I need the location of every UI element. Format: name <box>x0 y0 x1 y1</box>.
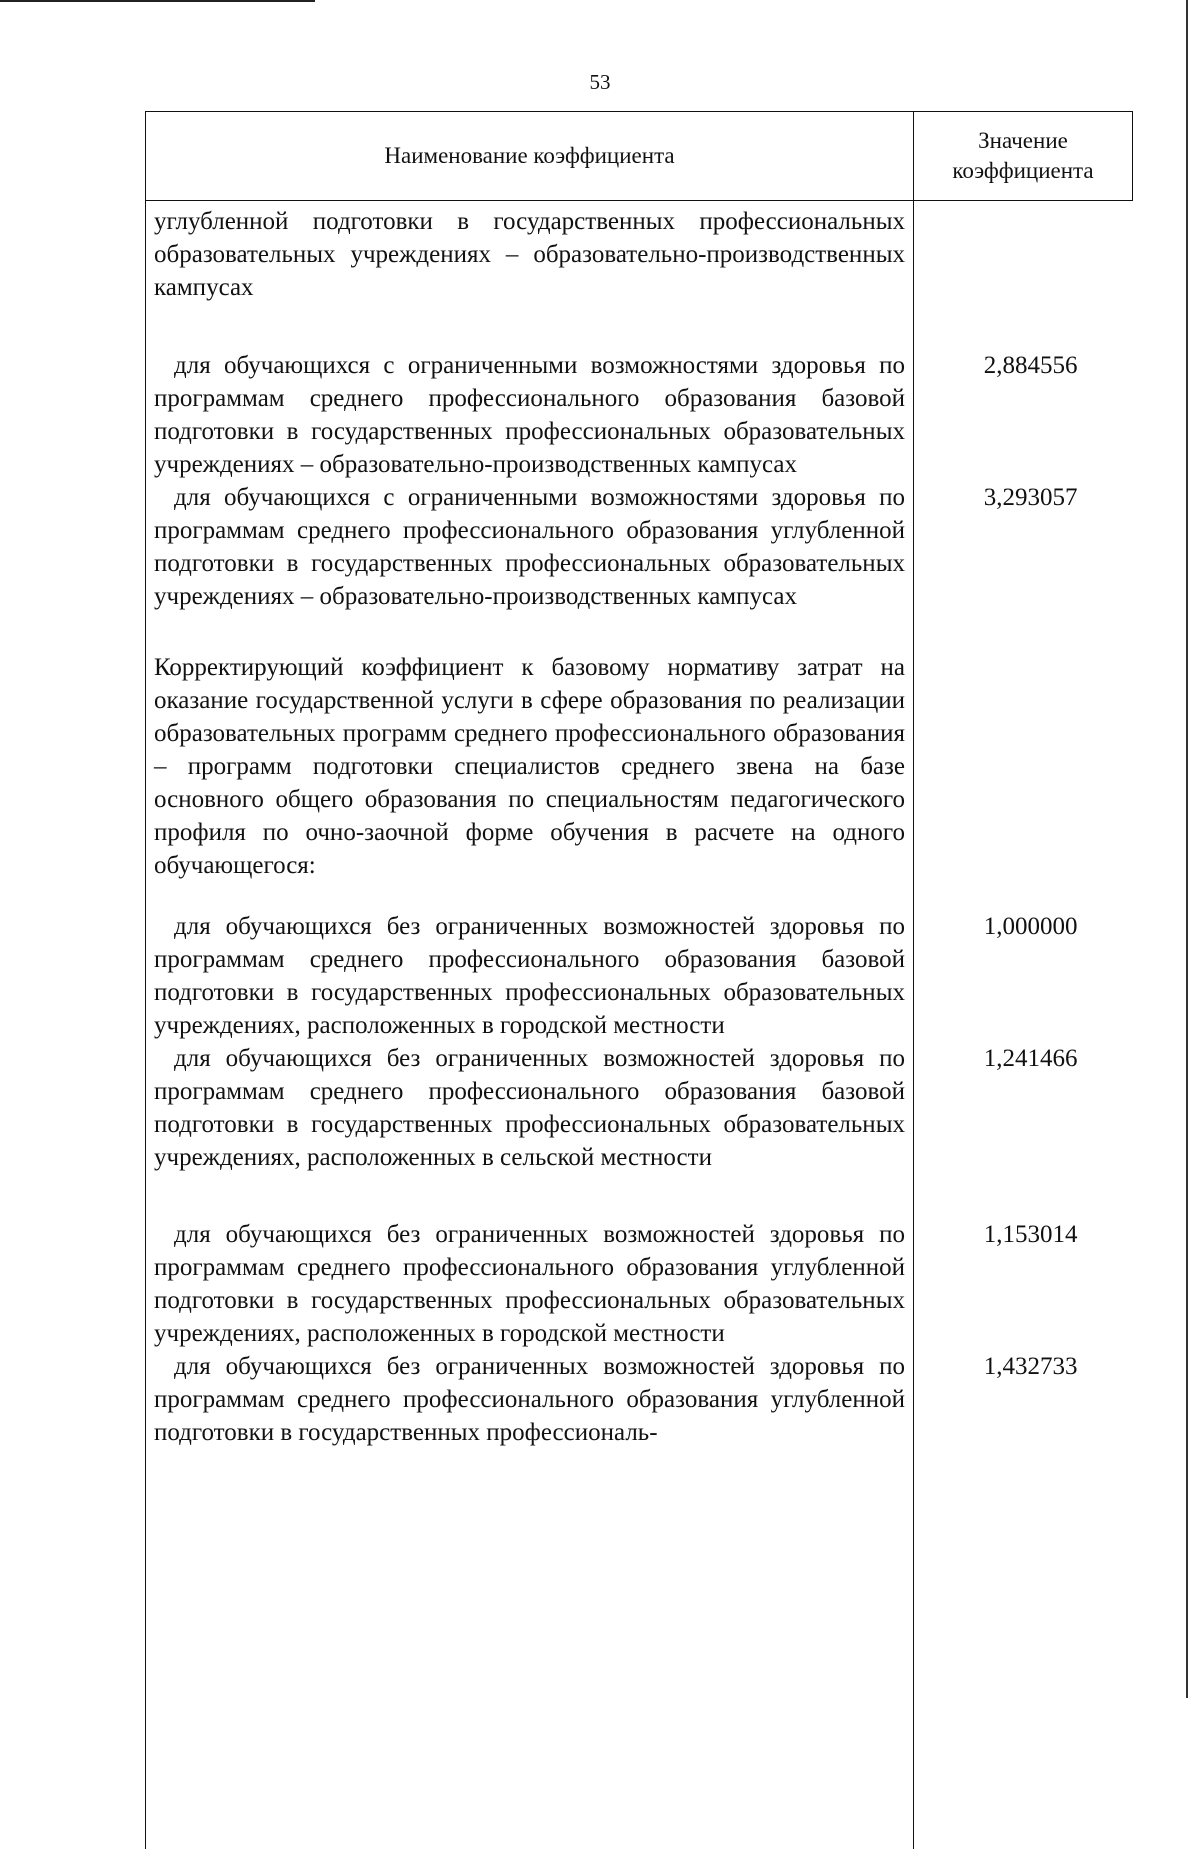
coefficient-name-cell <box>146 882 914 1042</box>
table-header-row <box>146 112 1133 201</box>
coefficient-value-cell <box>914 613 1133 882</box>
coefficient-group-heading: Корректирующий коэффициент к базовому нормативу затрат на оказание государственной услуги в сфере образования по реализации образовательных программ среднего профессионального образования – программ подготовки специалистов среднего звена на базе основного общего образования по специальностям педагогического профиля по очно-заочной форме обучения в расчете на одного обучающегося: <box>154 654 905 879</box>
coefficient-name-cell <box>146 1174 914 1350</box>
table-row <box>146 1174 1133 1350</box>
coefficient-name-cell <box>146 304 914 481</box>
table-row <box>146 481 1133 613</box>
table-row <box>146 1350 1133 1849</box>
coefficient-value-cell <box>914 304 1133 481</box>
scan-margin-line <box>1186 0 1188 1698</box>
coefficient-name-cell <box>146 1042 914 1174</box>
coefficient-value-cell <box>914 1174 1133 1350</box>
header-coefficient-value <box>914 112 1133 201</box>
table-row <box>146 304 1133 481</box>
scan-edge-line <box>0 0 315 2</box>
coefficient-value: 1,153014 <box>983 1221 1078 1248</box>
header-coefficient-name: Наименование коэффициента <box>146 112 914 201</box>
table-row <box>146 613 1133 882</box>
table-row <box>146 882 1133 1042</box>
coefficient-name: для обучающихся без ограниченных возможностей здоровья по программам среднего профессионального образования углубленной подготовки в государственных профессиональных образовательных учреждениях, расположенных в городской местности <box>154 1221 905 1347</box>
table-row <box>146 201 1133 305</box>
table-row <box>146 1042 1133 1174</box>
coefficient-value: 1,000000 <box>983 913 1078 940</box>
coefficient-name: для обучающихся без ограниченных возможностей здоровья по программам среднего профессионального образования базовой подготовки в государственных профессиональных образовательных учреждениях, расположенных в городской местности <box>154 913 905 1039</box>
header-coefficient-value-text: Значение коэффициента <box>952 128 1094 183</box>
coefficient-value: 2,884556 <box>983 352 1078 379</box>
coefficient-name: для обучающихся с ограниченными возможностями здоровья по программам среднего профессионального образования базовой подготовки в государственных профессиональных образовательных учреждениях – образовательно-производственных кампусах <box>154 352 905 478</box>
coefficient-value-cell <box>914 882 1133 1042</box>
coefficient-value: 1,241466 <box>983 1045 1078 1072</box>
coefficient-value-cell <box>914 201 1133 305</box>
coefficient-value: 3,293057 <box>983 484 1078 511</box>
coefficient-name: для обучающихся с ограниченными возможностями здоровья по программам среднего профессионального образования углубленной подготовки в государственных профессиональных образовательных учреждениях – образовательно-производственных кампусах <box>154 484 905 610</box>
coefficient-name: углубленной подготовки в государственных профессиональных образовательных учреждениях – образовательно-производственных кампусах <box>154 208 905 301</box>
coefficient-table <box>145 111 1133 1849</box>
coefficient-name-cell <box>146 613 914 882</box>
coefficient-name-cell <box>146 481 914 613</box>
coefficient-value-cell <box>914 1350 1133 1849</box>
coefficient-name: для обучающихся без ограниченных возможностей здоровья по программам среднего профессионального образования базовой подготовки в государственных профессиональных образовательных учреждениях, расположенных в сельской местности <box>154 1045 905 1171</box>
coefficient-value-cell <box>914 1042 1133 1174</box>
coefficient-value: 1,432733 <box>983 1353 1078 1380</box>
coefficient-name-cell <box>146 201 914 305</box>
page-number: 53 <box>589 70 611 94</box>
coefficient-name: для обучающихся без ограниченных возможностей здоровья по программам среднего профессионального образования углубленной подготовки в государственных профессиональ- <box>154 1353 905 1446</box>
coefficient-value-cell <box>914 481 1133 613</box>
coefficient-name-cell <box>146 1350 914 1849</box>
